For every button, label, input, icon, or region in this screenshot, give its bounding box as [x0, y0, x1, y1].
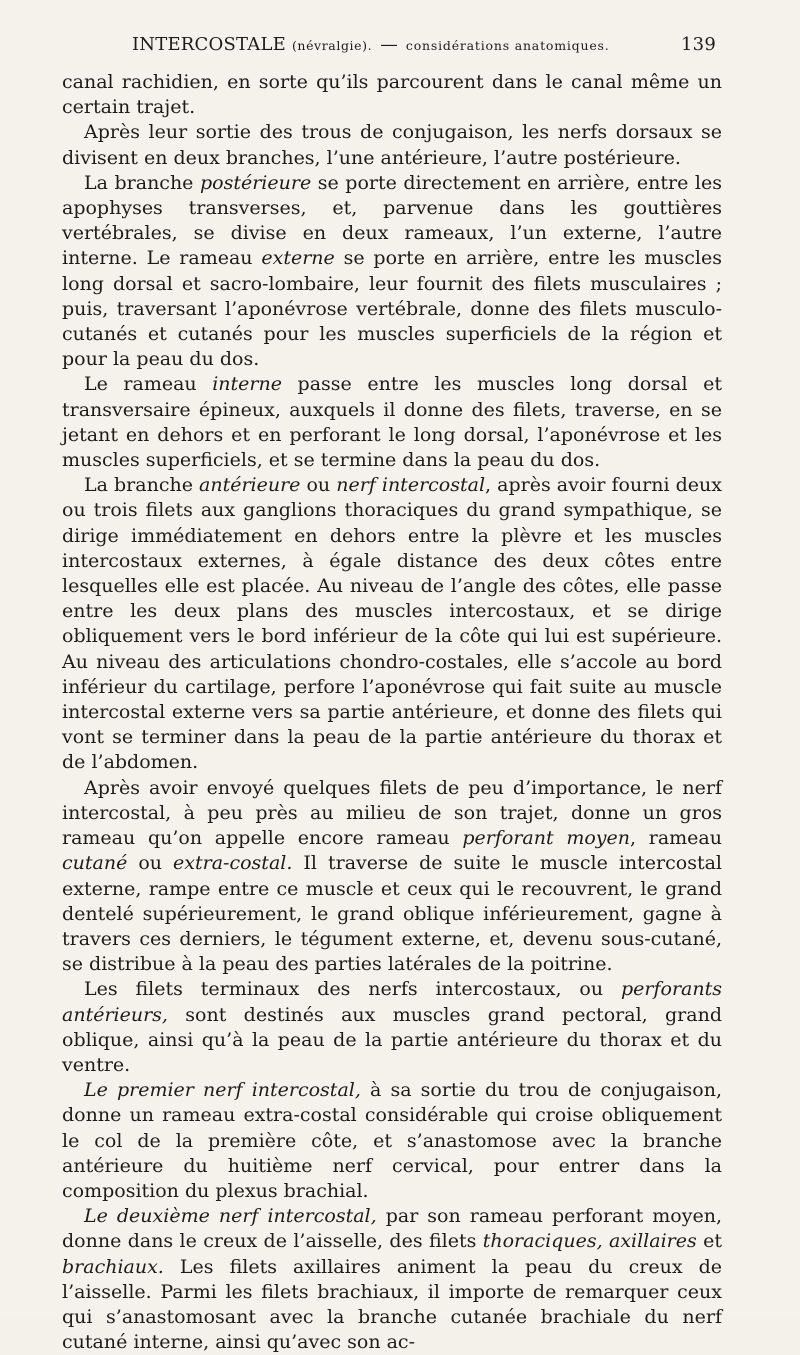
- page-number: 139: [681, 34, 716, 55]
- text-run: Les filets axillaires animent la peau du creux de l’aisselle. Parmi les filets brachiaux, il importe de remarquer ceux qui s’anastomosant avec la branche cutanée brachiale du nerf cutané interne, ainsi qu’avec son ac-: [62, 1255, 722, 1354]
- header-topic: considérations anatomiques.: [405, 38, 610, 53]
- italic-text: brachiaux.: [62, 1255, 164, 1278]
- paragraph: [62, 120, 722, 170]
- paragraph: [62, 473, 722, 775]
- running-header: [132, 34, 716, 57]
- text-run: Les filets terminaux des nerfs intercostaux, ou: [84, 978, 621, 1001]
- italic-text: interne: [212, 373, 282, 396]
- text-run: sont destinés aux muscles grand pectoral, grand oblique, ainsi qu’à la peau de la partie antérieure du thorax et du ventre.: [62, 1003, 722, 1076]
- text-run: à sa sortie du trou de conjugaison, donne un rameau extra-costal considérable qui croise obliquement le col de la première côte, et s’anastomose avec la branche antérieure du huitième nerf cervical, pour entrer dans la composition du plexus brachial.: [62, 1079, 722, 1202]
- paragraph: [62, 776, 722, 978]
- text-run: canal rachidien, en sorte qu’ils parcourent dans le canal même un certain trajet.: [62, 71, 722, 119]
- text-run: se porte directement en arrière, entre les apophyses transverses, et, parvenue dans les gouttières vertébrales, se divise en deux rameaux, l’un externe, l’autre interne. Le rameau: [62, 171, 722, 270]
- italic-text: antérieure: [199, 474, 301, 497]
- text-run: passe entre les muscles long dorsal et transversaire épineux, auxquels il donne des filets, traverse, en se jetant en dehors et en perforant le long dorsal, l’aponévrose et les muscles superficiels, et se termine dans la peau du dos.: [62, 373, 722, 472]
- header-dash: —: [380, 35, 398, 55]
- paragraph: [62, 171, 722, 373]
- italic-text: perforant moyen: [462, 827, 630, 850]
- italic-text: nerf intercostal: [336, 474, 486, 497]
- italic-text: postérieure: [199, 171, 312, 194]
- text-run: Il traverse de suite le muscle intercostal externe, rampe entre ce muscle et ceux qui le recouvrent, le grand dentelé supérieurement, le grand oblique inférieurement, gagne à travers ces derniers, le tégument externe, et, devenu sous-cutané, se distribue à la peau des parties latérales de la poitrine.: [62, 852, 722, 976]
- text-run: se porte en arrière, entre les muscles long dorsal et sacro-lombaire, leur fournit des filets musculaires ; puis, traversant l’aponévrose vertébrale, donne des filets musculo-cutanés et cutanés pour les muscles superficiels de la région et pour la peau du dos.: [62, 247, 722, 371]
- paragraph: [62, 1204, 722, 1355]
- text-run: La branche: [84, 171, 200, 194]
- header-subtitle: (névralgie).: [291, 38, 373, 53]
- italic-text: extra-costal.: [173, 852, 293, 875]
- paragraph: [62, 977, 722, 1078]
- text-run: , rameau: [630, 827, 722, 850]
- text-run: par son rameau perforant moyen, donne dans le creux de l’aisselle, des filets: [62, 1205, 722, 1253]
- paragraph: [62, 1078, 722, 1204]
- text-run: , après avoir fourni deux ou trois filets aux ganglions thoraciques du grand sympathique, se dirige immédiatement en dehors entre la plèvre et les muscles intercostaux externes, à égale distance des deux côtes entre lesquelles elle est placée. Au niveau de l’angle des côtes, elle passe entre les deux plans des muscles intercostaux, et se dirige obliquement vers le bord inférieur de la côte qui lui est supérieure. Au niveau des articulations chondro-costales, elle s’accole au bord inférieur du cartilage, perfore l’aponévrose qui fait suite au muscle intercostal externe vers sa partie antérieure, et donne des filets qui vont se terminer dans la peau de la partie antérieure du thorax et de l’abdomen.: [62, 474, 722, 774]
- text-run: Le rameau: [84, 373, 213, 396]
- text-run: Après avoir envoyé quelques filets de peu d’importance, le nerf intercostal, à peu près au milieu de son trajet, donne un gros rameau qu’on appelle encore rameau: [62, 776, 722, 850]
- header-title: INTERCOSTALE: [132, 34, 286, 55]
- text-run: Après leur sortie des trous de conjugaison, les nerfs dorsaux se divisent en deux branches, l’une antérieure, l’autre postérieure.: [62, 121, 722, 169]
- italic-text: perforants antérieurs,: [62, 978, 722, 1026]
- italic-text: Le premier nerf intercostal,: [84, 1079, 361, 1102]
- italic-text: Le deuxième nerf intercostal,: [84, 1205, 377, 1228]
- italic-text: cutané: [62, 852, 128, 875]
- text-run: La branche: [84, 474, 199, 497]
- paragraph: [62, 372, 722, 473]
- text-run: et: [696, 1230, 723, 1253]
- body-text: [62, 70, 722, 1355]
- italic-text: externe: [261, 247, 335, 270]
- text-run: ou: [300, 474, 337, 497]
- paragraph: [62, 70, 722, 120]
- text-run: ou: [127, 852, 174, 875]
- italic-text: thoraciques, axillaires: [482, 1230, 697, 1253]
